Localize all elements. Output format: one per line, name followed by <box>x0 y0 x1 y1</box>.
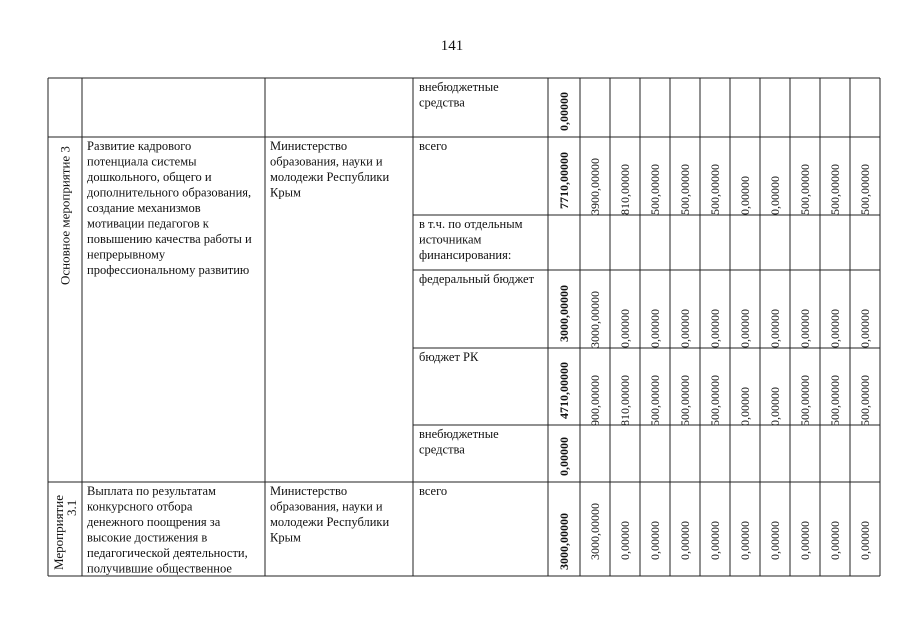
funding-source: внебюджетные <box>419 427 499 441</box>
description-text: денежного поощрения за <box>87 515 221 529</box>
year-value: 500,00000 <box>708 375 723 426</box>
year-value: 0,00000 <box>828 309 843 348</box>
year-value: 0,00000 <box>828 521 843 560</box>
description-text: конкурсного отбора <box>87 499 193 514</box>
year-value: 0,00000 <box>858 521 873 560</box>
year-value: 3000,00000 <box>588 503 603 560</box>
total-value: 7710,00000 <box>557 152 572 209</box>
section-label: 3.1 <box>64 499 79 516</box>
year-value: 500,00000 <box>648 375 663 426</box>
year-value: 0,00000 <box>858 309 873 348</box>
year-value: 500,00000 <box>678 164 693 215</box>
description-text: высокие достижения в <box>87 530 208 545</box>
year-value: 0,00000 <box>648 309 663 348</box>
funding-source: федеральный бюджет <box>419 272 535 286</box>
year-value: 0,00000 <box>738 387 753 426</box>
total-value: 4710,00000 <box>557 362 572 419</box>
year-value: 0,00000 <box>678 521 693 560</box>
year-value: 0,00000 <box>768 521 783 560</box>
year-value: 0,00000 <box>798 521 813 560</box>
funding-source: всего <box>419 484 448 498</box>
executor-text: образования, науки и <box>270 499 383 514</box>
funding-source: средства <box>419 442 465 457</box>
year-value: 0,00000 <box>768 176 783 215</box>
year-value: 0,00000 <box>738 521 753 560</box>
total-value: 0,00000 <box>557 92 572 131</box>
year-value: 500,00000 <box>678 375 693 426</box>
year-value: 810,00000 <box>618 375 633 426</box>
description-text: создание механизмов <box>87 201 201 215</box>
executor-text: молодежи Республики <box>270 515 390 529</box>
year-value: 500,00000 <box>858 375 873 426</box>
funding-source: финансирования: <box>419 248 512 262</box>
page-number: 141 <box>440 38 464 54</box>
year-value: 0,00000 <box>738 309 753 348</box>
year-value: 3900,00000 <box>588 158 603 215</box>
executor-text: Крым <box>270 530 301 545</box>
year-value: 0,00000 <box>678 309 693 348</box>
year-value: 0,00000 <box>618 521 633 560</box>
total-value: 3000,00000 <box>557 285 572 342</box>
year-value: 0,00000 <box>648 521 663 560</box>
year-value: 0,00000 <box>618 309 633 348</box>
year-value: 810,00000 <box>618 164 633 215</box>
description-text: повышению качества работы и <box>87 232 252 246</box>
funding-source: средства <box>419 95 465 110</box>
description-text: дошкольного, общего и <box>87 170 212 184</box>
year-value: 0,00000 <box>798 309 813 348</box>
year-value: 0,00000 <box>738 176 753 215</box>
description-text: Развитие кадрового <box>87 139 192 153</box>
description-text: педагогической деятельности, <box>87 546 248 560</box>
funding-source: бюджет РК <box>419 350 479 364</box>
year-value: 500,00000 <box>858 164 873 215</box>
year-value: 500,00000 <box>798 375 813 426</box>
funding-source: в т.ч. по отдельным <box>419 217 523 231</box>
year-value: 0,00000 <box>708 309 723 348</box>
description-text: получившие общественное <box>87 561 232 576</box>
description-text: профессиональному развитию <box>87 263 250 277</box>
section-label: Основное мероприятие 3 <box>57 146 73 285</box>
funding-source: всего <box>419 139 448 153</box>
executor-text: молодежи Республики <box>270 170 390 184</box>
year-value: 500,00000 <box>648 164 663 215</box>
description-text: Выплата по результатам <box>87 484 216 498</box>
section-label: Мероприятие <box>51 495 66 570</box>
executor-text: образования, науки и <box>270 154 383 169</box>
year-value: 3000,00000 <box>588 291 603 348</box>
year-value: 0,00000 <box>768 309 783 348</box>
description-text: потенциала системы <box>87 154 197 169</box>
executor-text: Крым <box>270 185 301 200</box>
year-value: 0,00000 <box>768 387 783 426</box>
executor-text: Министерство <box>270 484 348 498</box>
year-value: 500,00000 <box>828 375 843 426</box>
description-text: мотивации педагогов к <box>87 216 209 231</box>
funding-source: внебюджетные <box>419 80 499 94</box>
year-value: 500,00000 <box>708 164 723 215</box>
funding-source: источникам <box>419 232 482 247</box>
description-text: непрерывному <box>87 247 166 262</box>
year-value: 500,00000 <box>828 164 843 215</box>
year-value: 0,00000 <box>708 521 723 560</box>
executor-text: Министерство <box>270 139 348 153</box>
total-value: 0,00000 <box>557 437 572 476</box>
total-value: 3000,00000 <box>557 513 572 570</box>
year-value: 900,00000 <box>588 375 603 426</box>
year-value: 500,00000 <box>798 164 813 215</box>
description-text: дополнительного образования, <box>87 185 252 200</box>
